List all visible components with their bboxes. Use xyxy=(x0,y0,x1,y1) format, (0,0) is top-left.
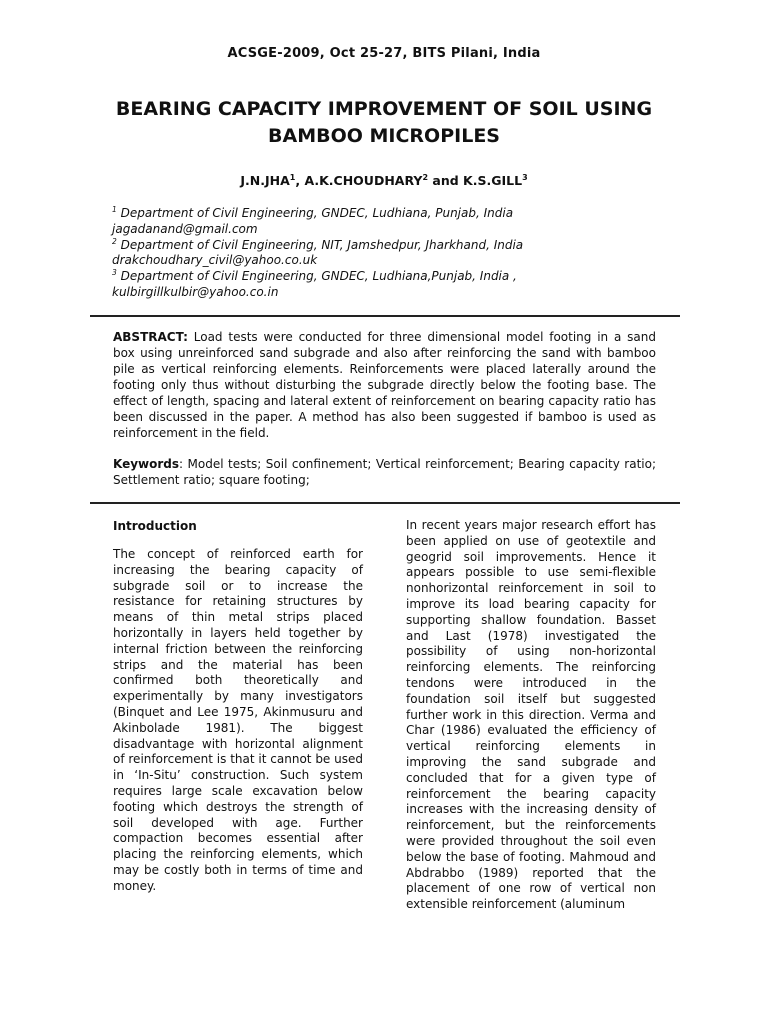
affiliation-line: $^2$ Department of Civil Engineering, NIT, Jamshedpur, Jharkhand, India xyxy=(112,236,524,252)
body-column-right: In recent years major research effort has been applied on use of geotextile and geogrid soil improvements. Hence it appears possible to use semi-flexible nonhorizontal reinforcement in soil to improve its load bearing capacity for supporting shallow foundation. Basset and Last (1978) investigated the possibility of using non-horizontal reinforcing elements. The reinforcing tendons were introduced in the foundation soil itself but suggested further work in this direction. Verma and Char (1986) evaluated the efficiency of vertical reinforcing elements in improving the sand subgrade and concluded that for a given type of reinforcement the bearing capacity increases with the increasing density of reinforcement, but the reinforcements were provided throughout the soil even below the base of footing. Mahmoud and Abdrabbo (1989) reported that the placement of one row of vertical non extensible reinforcement (aluminum xyxy=(406,518,656,912)
affiliations xyxy=(112,206,672,301)
affiliation-line: $^1$ Department of Civil Engineering, GNDEC, Ludhiana, Punjab, India xyxy=(112,205,514,220)
body-column-left: The concept of reinforced earth for increasing the bearing capacity of subgrade soil or to increase the resistance for retaining structures by means of thin metal strips placed horizontally in layers held together by internal friction between the reinforcing strips and the material has been confirmed both theoretically and experimentally by many investigators (Binquet and Lee 1975, Akinmusuru and Akinbolade 1981). The biggest disadvantage with horizontal alignment of reinforcement is that it cannot be used in ‘In-Situ’ construction. Such system requires large scale excavation below footing which destroys the strength of soil developed with age. Further compaction becomes essential after placing the reinforcing elements, which may be costly both in terms of time and money. xyxy=(113,547,363,893)
abstract xyxy=(113,329,656,441)
affiliation-line: $^3$ Department of Civil Engineering, GNDEC, Ludhiana,Punjab, India , xyxy=(112,268,517,284)
abstract-text: Load tests were conducted for three dimensional model footing in a sand box using unreinforced sand subgrade and also after reinforcing the sand with bamboo pile as vertical reinforcing elements. Reinforcements were placed laterally around the footing only thus without disturbing the subgrade directly below the footing base. The effect of length, spacing and lateral extent of reinforcement on bearing capacity ratio has been discussed in the paper. A method has also been suggested if bamboo is used as reinforcement in the field. xyxy=(113,330,656,440)
author-sup: 3 xyxy=(522,172,528,182)
abstract-top-rule xyxy=(90,315,680,317)
author-name: J.N.JHA xyxy=(240,173,290,188)
abstract-bottom-rule xyxy=(90,502,680,504)
keywords xyxy=(113,456,656,488)
keywords-text: : Model tests; Soil confinement; Vertical reinforcement; Bearing capacity ratio; Settlement ratio; square footing; xyxy=(113,457,656,487)
section-heading-introduction: Introduction xyxy=(113,519,197,533)
author-name: K.S.GILL xyxy=(463,173,523,188)
paper-title: BEARING CAPACITY IMPROVEMENT OF SOIL USING BAMBOO MICROPILES xyxy=(115,98,653,147)
conference-header: ACSGE-2009, Oct 25-27, BITS Pilani, India xyxy=(227,46,541,61)
author-sup: 1 xyxy=(289,172,296,182)
keywords-label: Keywords xyxy=(113,457,180,471)
affiliation-email: jagadanand@gmail.com xyxy=(112,221,258,236)
abstract-label: ABSTRACT: xyxy=(113,330,188,344)
affiliation-email: drakchoudhary_civil@yahoo.co.uk xyxy=(112,253,318,268)
author-name: A.K.CHOUDHARY xyxy=(304,173,423,188)
author-line: J.N.JHA$^1$, A.K.CHOUDHARY$^2$ and K.S.GILL$^3$ xyxy=(240,172,528,188)
affiliation-email: kulbirgillkulbir@yahoo.co.in xyxy=(112,284,279,299)
author-sup: 2 xyxy=(422,172,429,182)
